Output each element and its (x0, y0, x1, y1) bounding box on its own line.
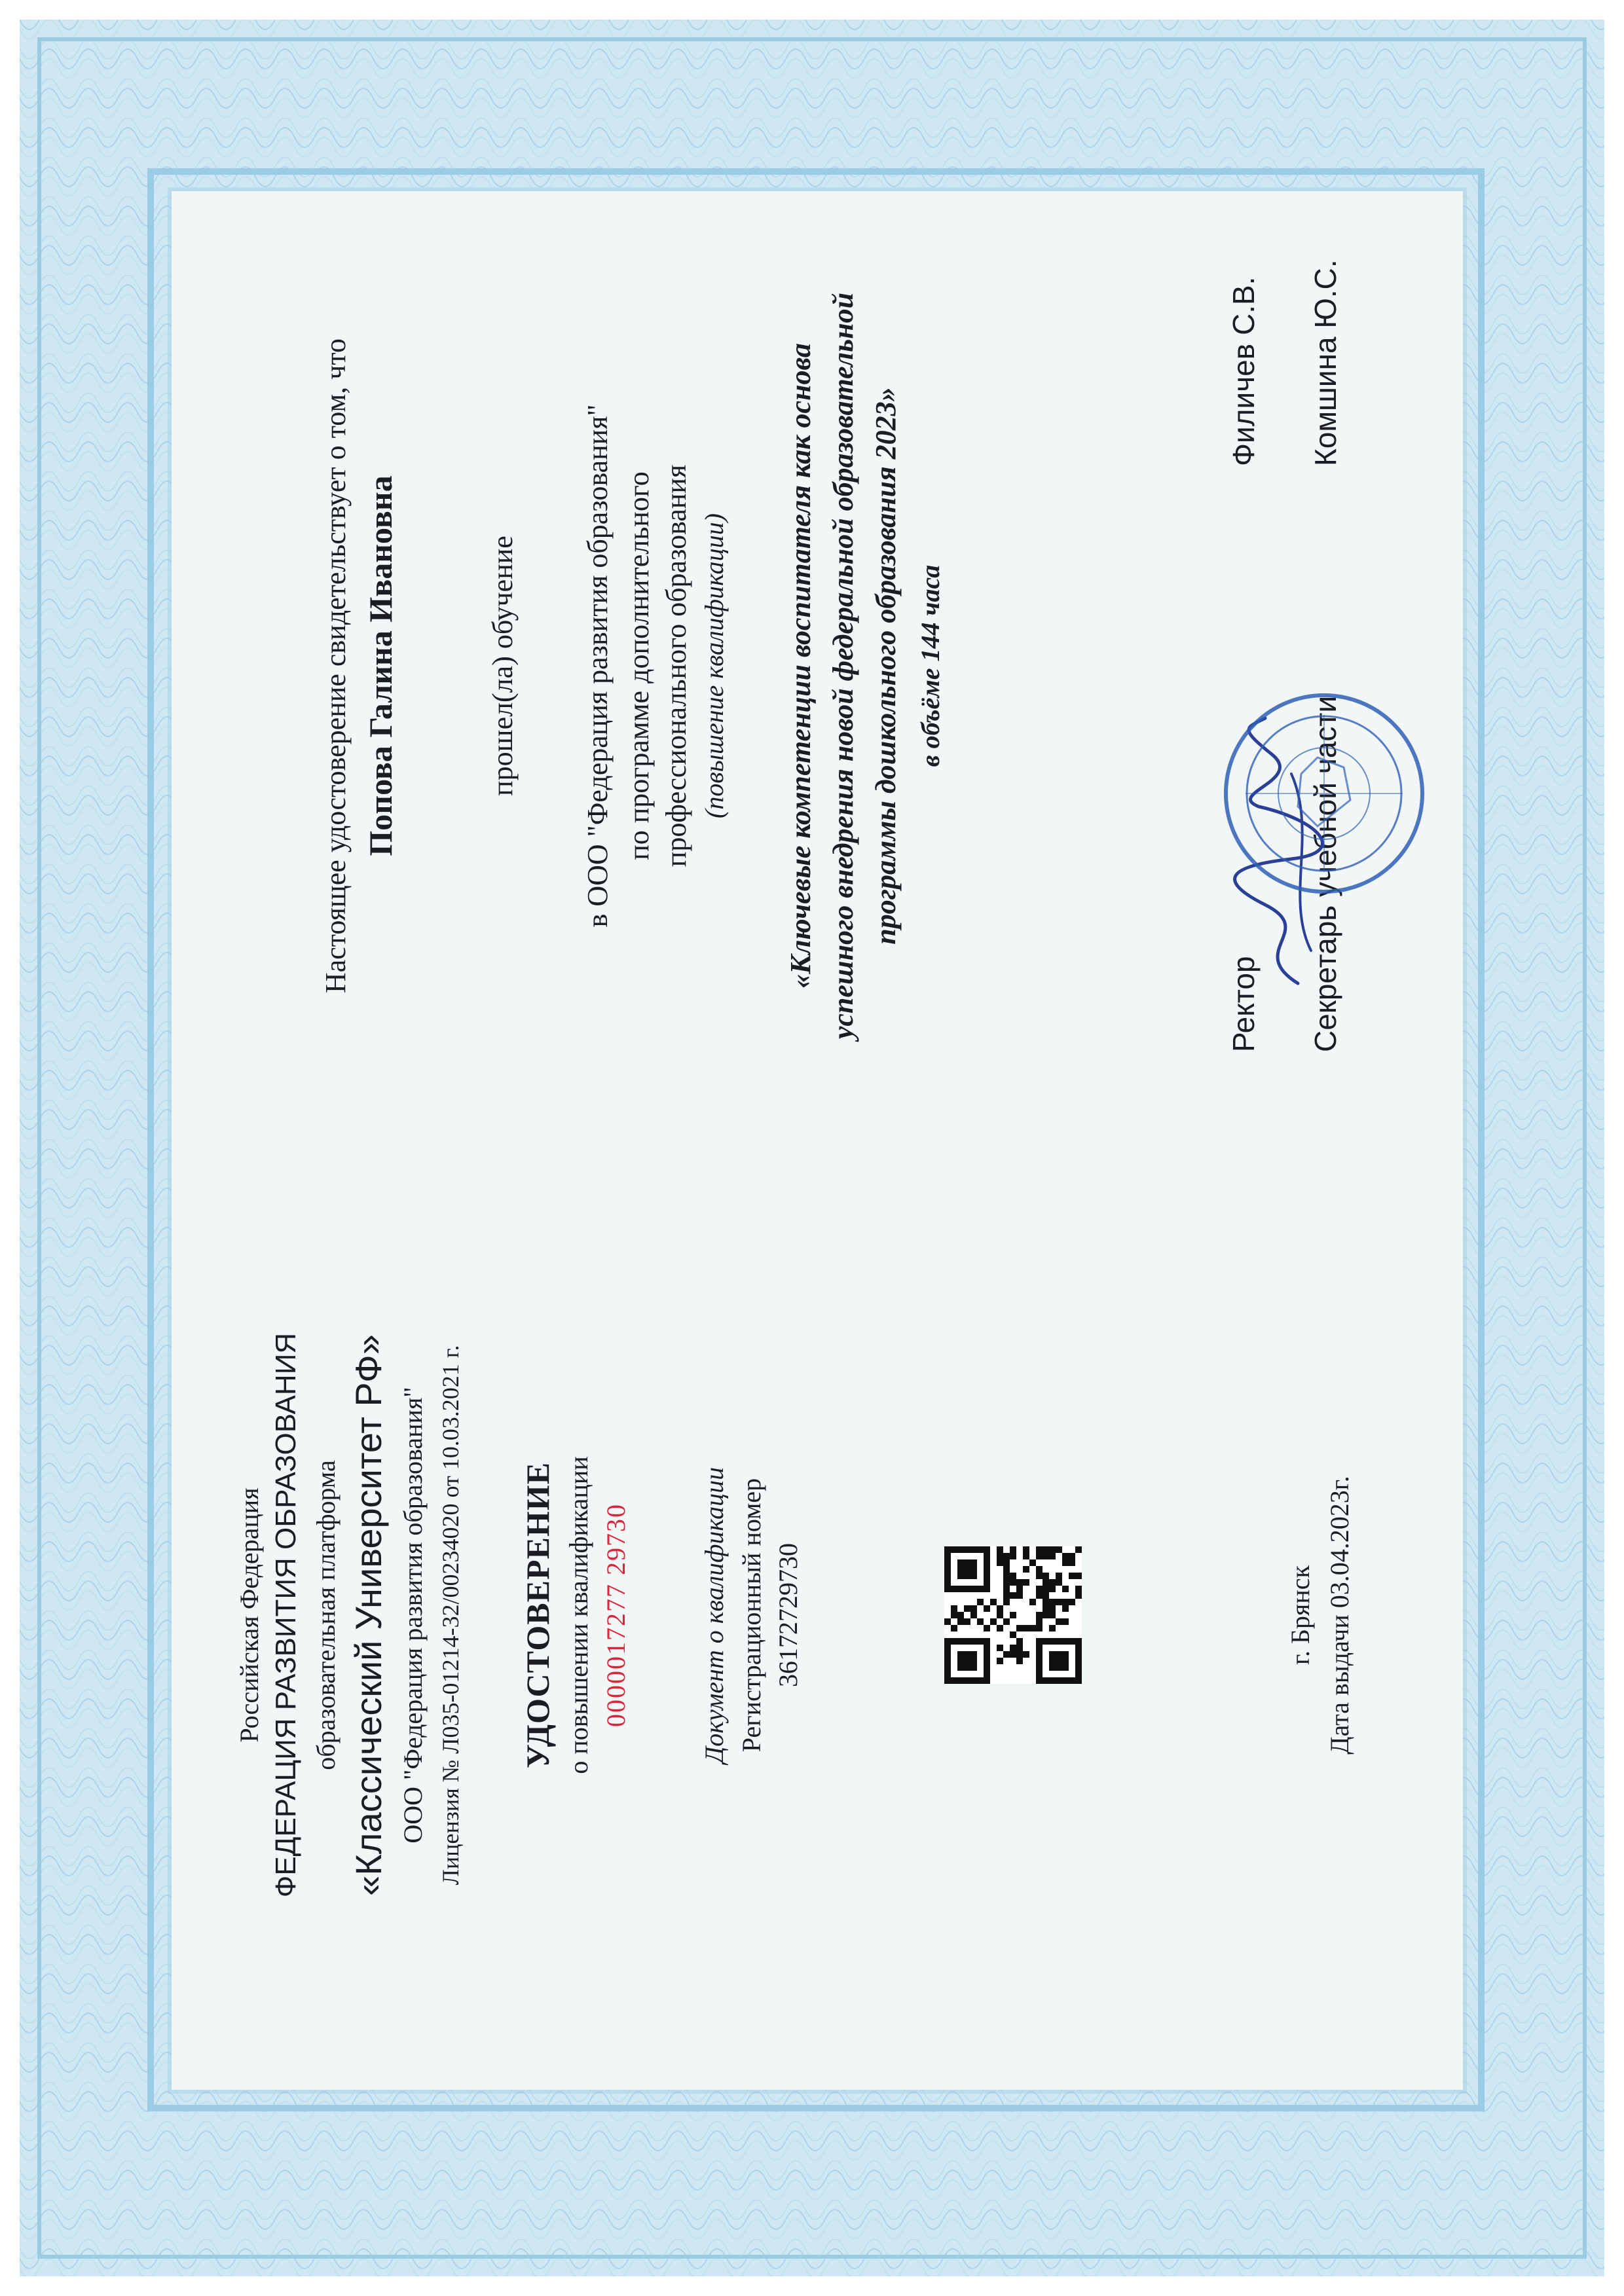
issue-date: Дата выдачи 03.04.2023г. (1325, 1476, 1354, 1755)
license-text: Лицензия № Л035-01214-32/00234020 от 10.03.2021 г. (437, 1345, 464, 1886)
person-name: Попова Галина Ивановна (362, 475, 399, 856)
program-type: (повышение квалификации) (699, 513, 729, 818)
platform-name: «Классический Университет РФ» (348, 1334, 389, 1896)
platform-label: образовательная платформа (311, 1460, 341, 1770)
program-line-2: профессионального образования (660, 464, 692, 867)
doc-type-note: Документ о квалификации (699, 1467, 729, 1764)
reg-label: Регистрационный номер (737, 1478, 766, 1753)
reg-number: 36172729730 (773, 1543, 803, 1687)
passed-text: прошел(ла) обучение (487, 536, 519, 796)
certificate-card (172, 191, 1463, 2090)
course-line-3: программы дошкольного образования 2023» (870, 387, 902, 945)
rector-name: Филичев С.В. (1227, 276, 1261, 466)
program-line-1: по программе дополнительного (623, 471, 655, 860)
secretary-name: Комшина Ю.С. (1308, 259, 1342, 466)
course-line-2: успешного внедрения новой федеральной образовательной (827, 292, 859, 1040)
country-text: Российская Федерация (234, 1487, 264, 1743)
llc-name: ООО "Федерация развития образования" (398, 1387, 428, 1844)
intro-text: Настоящее удостоверение свидетельствует о том, что (320, 338, 352, 994)
doc-subtitle: о повышении квалификации (564, 1456, 593, 1774)
course-line-1: «Ключевые компетенции воспитателя как основа (784, 343, 817, 989)
round-seal (1219, 689, 1429, 898)
doc-title: УДОСТОВЕРЕНИЕ (519, 1462, 556, 1768)
hours-text: в объёме 144 часа (915, 564, 945, 767)
org-caps-title: ФЕДЕРАЦИЯ РАЗВИТИЯ ОБРАЗОВАНИЯ (270, 1332, 302, 1898)
rector-label: Ректор (1227, 956, 1261, 1052)
doc-number: 0000017277 29730 (601, 1503, 631, 1727)
secretary-label: Секретарь учебной части (1308, 695, 1342, 1052)
rotated-content (172, 191, 1463, 2090)
qr-code (944, 1546, 1082, 1684)
city-text: г. Брянск (1285, 1565, 1315, 1665)
org-line: в ООО "Федерация развития образования" (581, 404, 614, 928)
